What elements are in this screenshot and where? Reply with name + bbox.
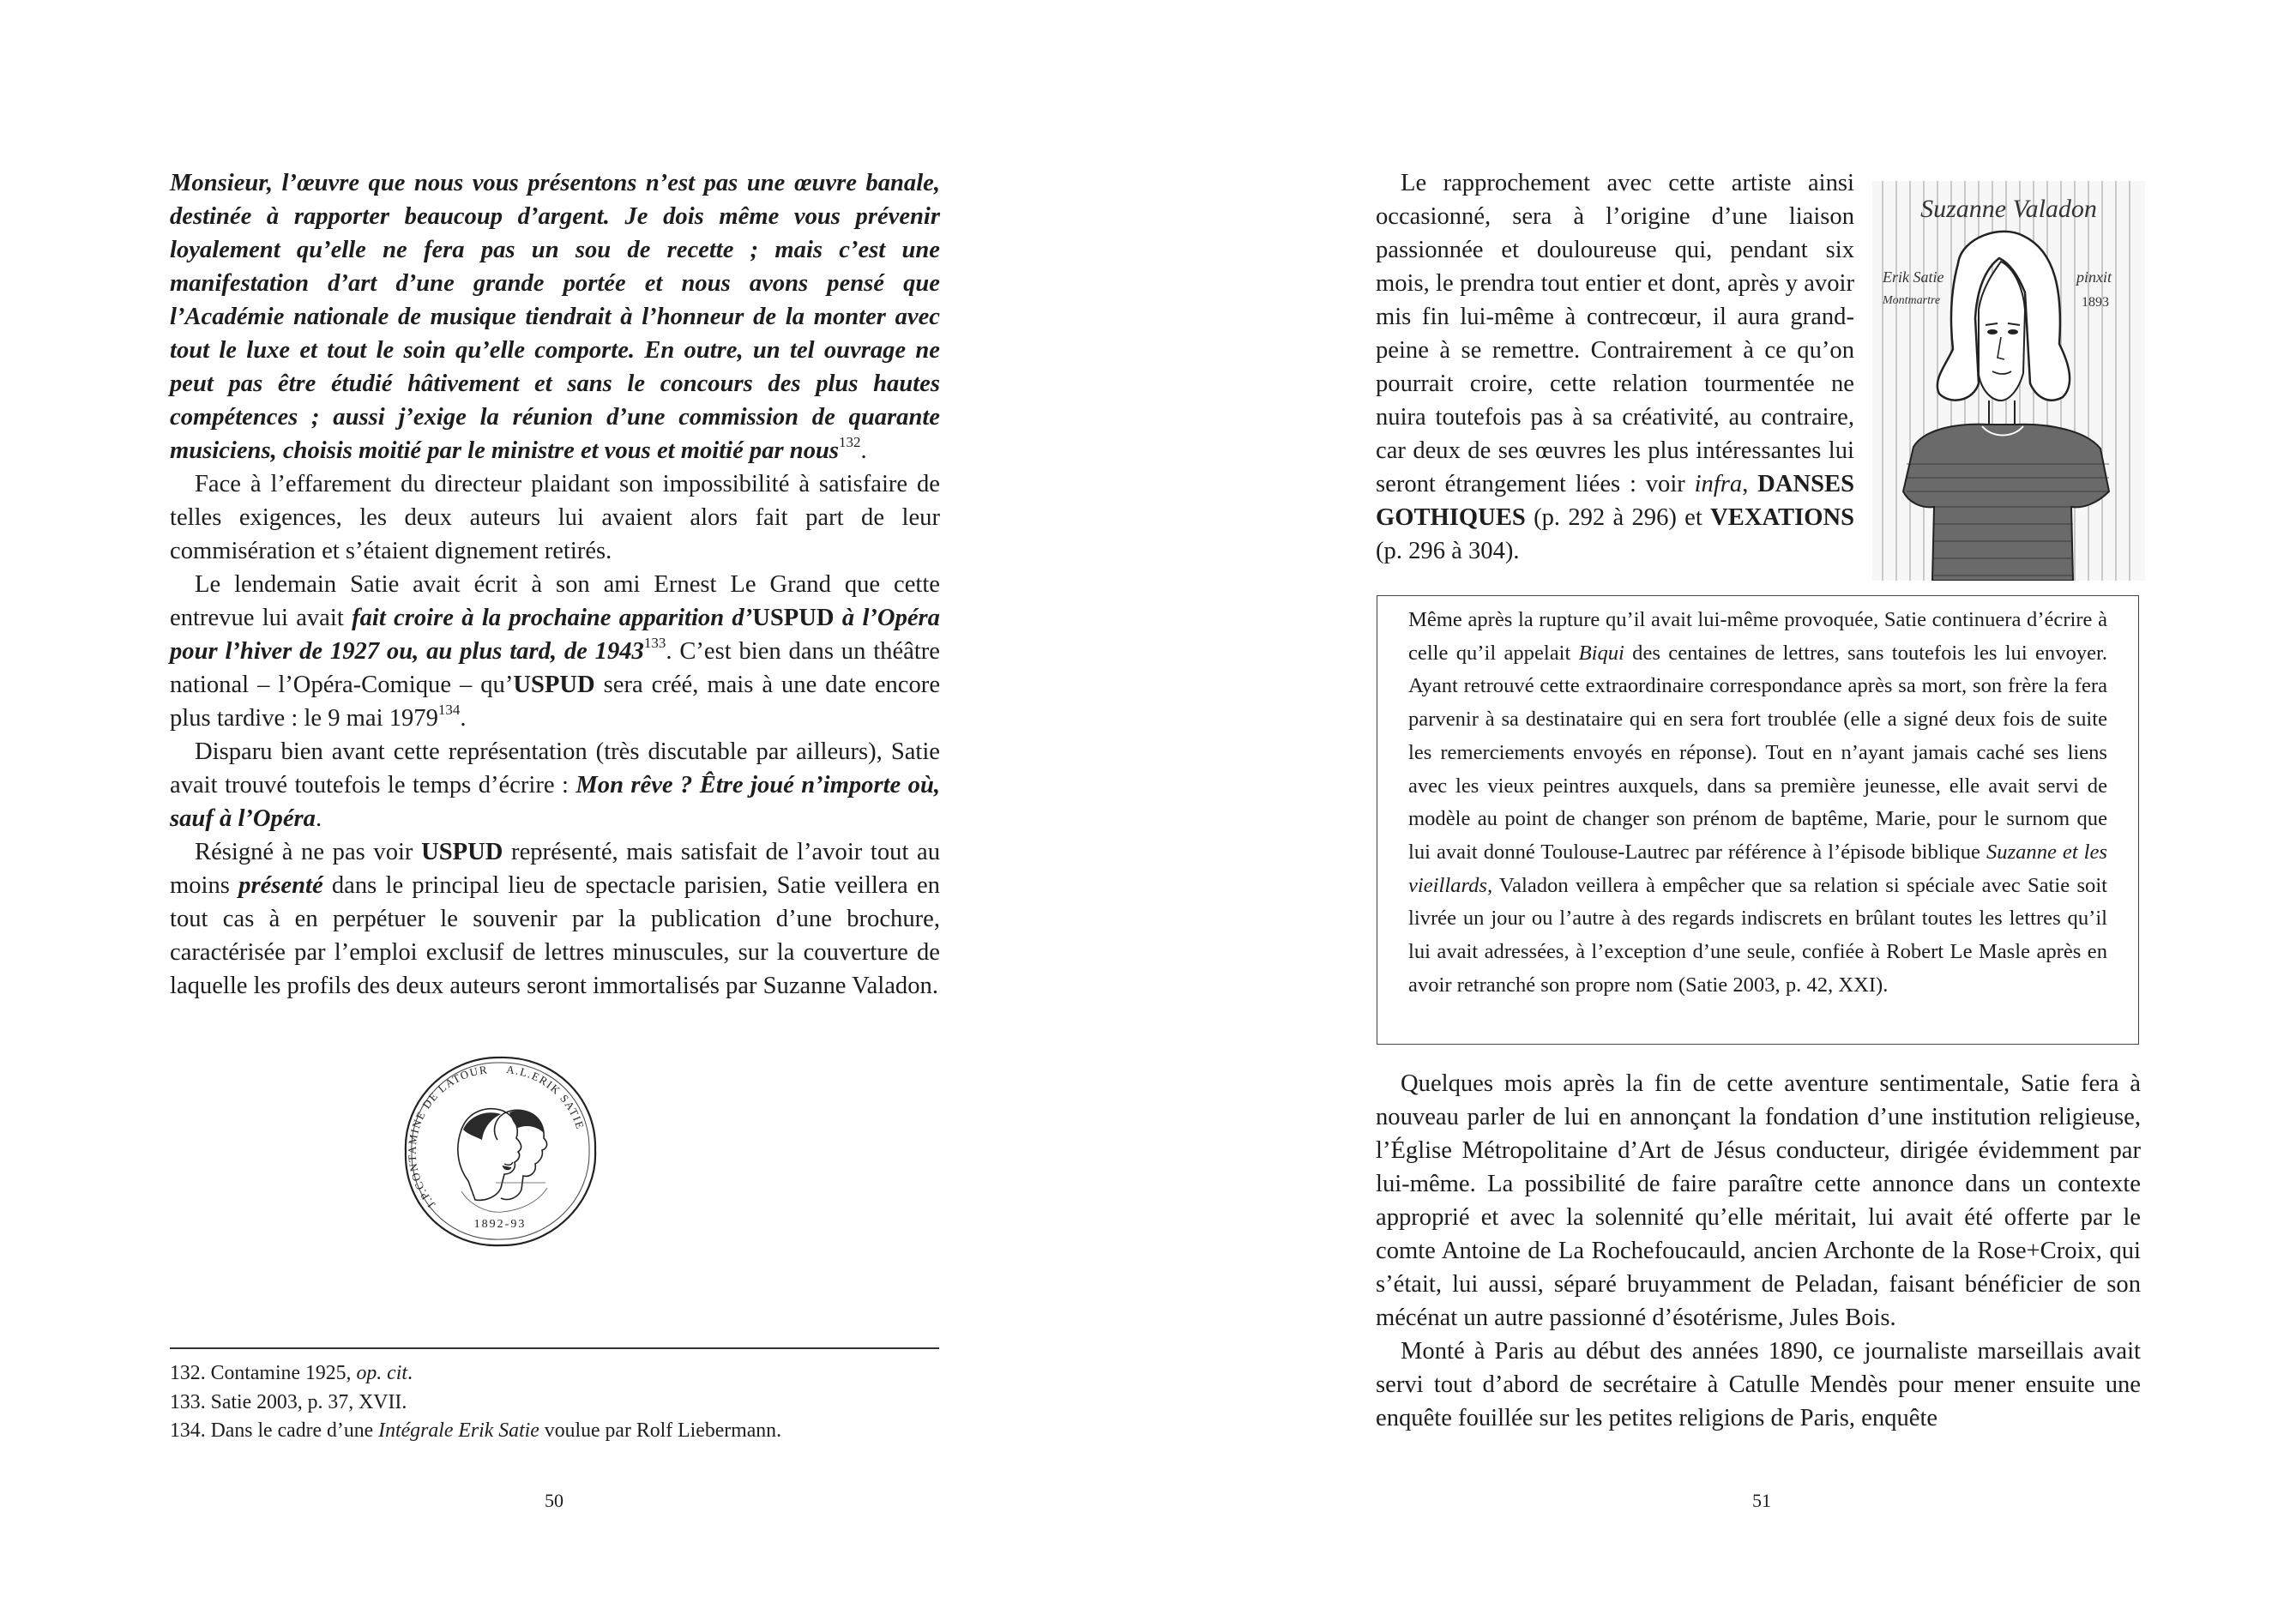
footnote-133: 133. Satie 2003, p. 37, XVII. xyxy=(170,1390,407,1413)
medallion-date: 1892-93 xyxy=(473,1218,527,1231)
footnote-ref-133: 133 xyxy=(643,635,666,652)
paragraph-liaison: Le rapprochement avec cette artiste ainsi occasionné, sera à l’origine d’une liaison passionnée et douloureuse qui, pendant six mois, le prendra tout entier et dont, après y avoir mis fin lui-même à contrecœur, il aura grand-peine à se remettre. Contrairement à ce qu’on pourrait croire, cette relation tourmentée ne nuira toutefois pas à sa créativité, au contraire, car deux de ses œuvres les plus intéressantes lui seront étrangement liées : voir infra, DANSES GOTHIQUES (p. 292 à 296) et VEXATIONS (p. 296 à 304). xyxy=(1376,170,1854,564)
paragraph-director: Face à l’effarement du directeur plaidant son impossibilité à satisfaire de telles exigences, les deux auteurs lui avaient alors fait part de leur commisération et s’étaient dignement retirés. xyxy=(170,471,940,564)
footnote-ref-134: 134 xyxy=(437,702,461,719)
footnote-ref-132: 132 xyxy=(839,434,861,451)
right-intro-text xyxy=(1376,166,1854,568)
medallion-left-text: J.P.CONTAMINE DE LATOUR xyxy=(405,1063,489,1211)
medallion-illustration xyxy=(401,1054,599,1249)
valadon-portrait-illustration xyxy=(1872,181,2145,581)
sidebar-box-biqui-letters xyxy=(1377,595,2139,1045)
portrait-year: 1893 xyxy=(2082,295,2109,310)
footnotes xyxy=(170,1359,942,1446)
page-number-right: 51 xyxy=(1752,1490,1771,1511)
paragraph-le-grand: Le lendemain Satie avait écrit à son ami Ernest Le Grand que cette entrevue lui avait fait croire à la prochaine apparition d’USPUD à l’Opéra pour l’hiver de 1927 ou, au plus tard, de 1943$^{133}$. C’est bien dans un théâtre national – l’Opéra-Comique – qu’USPUD sera créé, mais à une date encore plus tardive : le 9 mai 1979$^{134}$. xyxy=(170,571,941,732)
medallion-right-text: A.L.ERIK SATIE xyxy=(505,1062,588,1132)
paragraph-brochure: Résigné à ne pas voir USPUD représenté, mais satisfait de l’avoir tout au moins présenté dans le principal lieu de spectacle parisien, Satie veillera en tout cas à en perpétuer le souvenir par la publication d’une brochure, caractérisée par l’emploi exclusif de lettres minuscules, sur la couverture de laquelle les profils des deux auteurs seront immortalisés par Suzanne Valadon. xyxy=(170,839,941,999)
footnote-132: 132. Contamine 1925, op. cit. xyxy=(170,1362,413,1384)
portrait-sitter: Erik Satie xyxy=(1883,268,1944,286)
portrait-title: Suzanne Valadon xyxy=(1920,195,2097,223)
paragraph-jules-bois: Monté à Paris au début des années 1890, ce journaliste marseillais avait servi tout d’abord de secrétaire à Catulle Mendès pour mener ensuite une enquête fouillée sur les petites religions de Paris, enquête xyxy=(1376,1338,2141,1431)
portrait-pinxit: pinxit xyxy=(2076,268,2112,286)
footnote-rule xyxy=(170,1347,939,1349)
publisher-quote: Monsieur, l’œuvre que nous vous présentons n’est pas une œuvre banale, destinée à rapporter beaucoup d’argent. Je dois même vous prévenir loyalement qu’elle ne fera pas un sou de recette ; mais c’est une manifestation d’art d’une grande portée et nous avons pensé que l’Académie nationale de musique tiendrait à l’honneur de la monter avec tout le luxe et tout le soin qu’elle comporte. En outre, un tel ouvrage ne peut pas être étudié hâtivement et sans le concours des plus hautes compétences ; aussi j’exige la réunion d’une commission de quarante musiciens, choisis moitié par le ministre et vous et moitié par nous$^{132}$. xyxy=(170,170,940,464)
page-number-left: 50 xyxy=(545,1490,563,1511)
left-body-text xyxy=(170,166,940,1003)
portrait-place: Montmartre xyxy=(1883,294,1941,307)
paragraph-mon-reve: Disparu bien avant cette représentation (très discutable par ailleurs), Satie avait trouvé toutefois le temps d’écrire : Mon rêve ? Être joué n’importe où, sauf à l’Opéra. xyxy=(170,738,940,832)
right-body-text xyxy=(1376,1067,2141,1435)
sidebar-text: Même après la rupture qu’il avait lui-même provoquée, Satie continuera d’écrire à celle qu’il appelait Biqui des centaines de lettres, sans toutefois les lui envoyer. Ayant retrouvé cette extraordinaire correspondance après sa mort, son frère la fera parvenir à sa destinataire qui en sera fort troublée (elle a signé deux fois de suite les remerciements envoyés en réponse). Tout en n’ayant jamais caché ses liens avec les vieux peintres auxquels, dans sa première jeunesse, elle avait servi de modèle au point de changer son prénom de baptême, Marie, pour le surnom que lui avait donné Toulouse-Lautrec par référence à l’épisode biblique Suzanne et les vieillards, Valadon veillera à empêcher que sa relation si spéciale avec Satie soit livrée un jour ou l’autre à des regards indiscrets en brûlant toutes les lettres qu’il lui avait adressées, à l’exception d’une seule, confiée à Robert Le Masle après en avoir retranché son propre nom (Satie 2003, p. 42, XXI). xyxy=(1408,608,2107,997)
paragraph-eglise: Quelques mois après la fin de cette aventure sentimentale, Satie fera à nouveau parler de lui en annonçant la fondation d’une institution religieuse, l’Église Métropolitaine d’Art de Jésus conducteur, dirigée évidemment par lui-même. La possibilité de faire paraître cette annonce dans un contexte approprié et avec la solennité qu’elle méritait, lui avait été offerte par le comte Antoine de La Rochefoucauld, ancien Archonte de la Rose+Croix, qui s’était, lui aussi, séparé bruyamment de Peladan, faisant bénéficier de son mécénat un autre passionné d’ésotérisme, Jules Bois. xyxy=(1376,1070,2141,1331)
footnote-134: 134. Dans le cadre d’une Intégrale Erik Satie voulue par Rolf Liebermann. xyxy=(170,1419,782,1442)
